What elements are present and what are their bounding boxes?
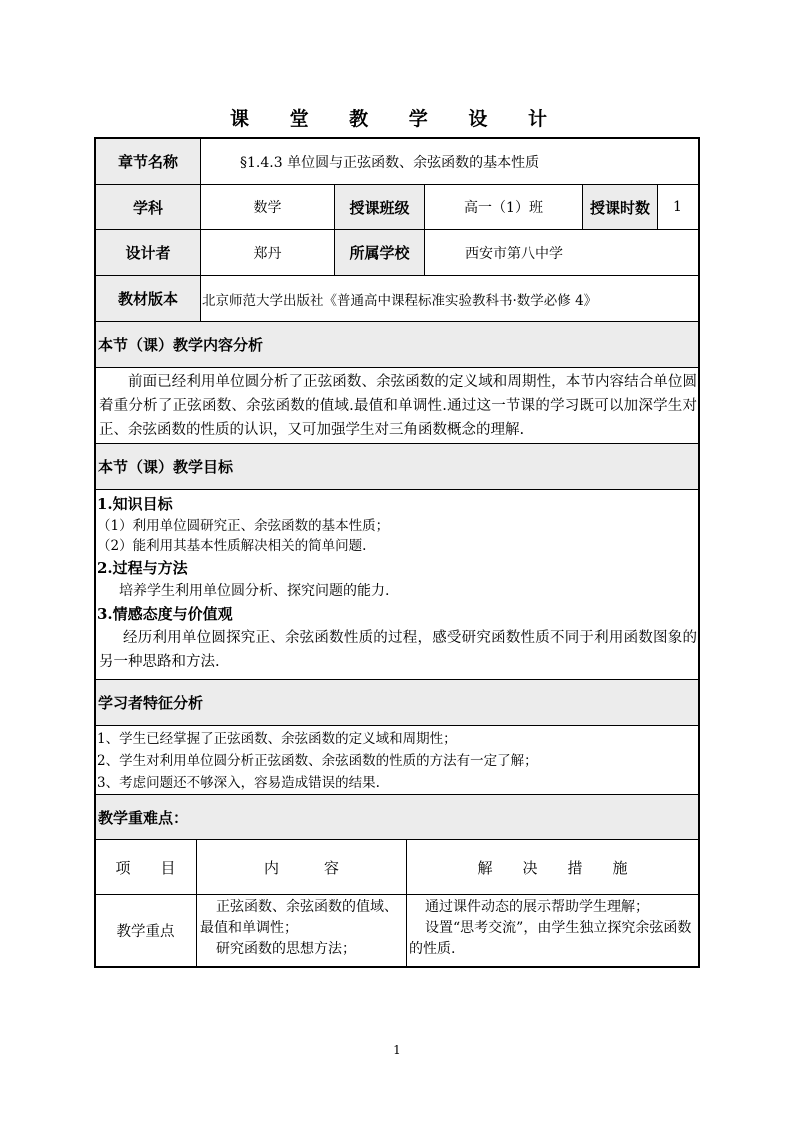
row-label-key-point: 教学重点	[116, 924, 175, 940]
textbook-value: 北京师范大学出版社《普通高中课程标准实验教科书·数学必修 4》	[202, 292, 598, 309]
emotion-text: 经历利用单位圆探究正、余弦函数性质的过程，感受研究函数性质不同于利用函数图象的另一种思路和方法.	[99, 630, 697, 670]
col-header-content: 内 容	[263, 858, 339, 877]
school-value: 西安市第八中学	[465, 245, 563, 262]
key-point-measure-line: 设置“思考交流”，由学生独立探究余弦函数的性质.	[409, 920, 692, 957]
key-point-content	[197, 897, 406, 965]
row-divider	[94, 367, 700, 368]
knowledge-item: （2）能利用其基本性质解决相关的简单问题.	[97, 538, 367, 554]
page-number: 1	[393, 1043, 401, 1057]
hours-label: 授课时数	[589, 198, 650, 217]
key-point-measures	[407, 897, 698, 965]
col-header-item: 项 目	[115, 858, 176, 877]
textbook-label: 教材版本	[117, 290, 178, 308]
class-value: 高一（1）班	[464, 200, 543, 216]
chapter-value: §1.4.3 单位圆与正弦函数、余弦函数的基本性质	[240, 154, 540, 171]
key-point-measure-line: 通过课件动态的展示帮助学生理解；	[425, 899, 649, 915]
designer-label: 设计者	[125, 244, 171, 262]
subject-value: 数学	[253, 200, 282, 216]
learner-item: 3、考虑问题还不够深入，容易造成错误的结果.	[97, 775, 380, 791]
learner-item: 2、学生对利用单位圆分析正弦函数、余弦函数的性质的方法有一定了解；	[97, 753, 538, 769]
learners-body	[95, 728, 699, 794]
knowledge-item: （1）利用单位圆研究正、余弦函数的基本性质；	[97, 518, 390, 534]
row-divider	[94, 725, 700, 726]
objectives-body	[95, 492, 699, 678]
knowledge-title: 1.知识目标	[97, 495, 173, 513]
subject-label: 学科	[132, 198, 163, 217]
col-divider	[657, 184, 658, 230]
chapter-label: 章节名称	[117, 153, 178, 171]
designer-value: 郑丹	[253, 245, 282, 262]
table-bottom-border	[94, 966, 700, 968]
key-point-content-line: 研究函数的思想方法；	[216, 941, 356, 957]
school-label: 所属学校	[349, 244, 410, 262]
emotion-title: 3.情感态度与价值观	[97, 605, 233, 623]
document-title: 课 堂 教 学 设 计	[229, 108, 565, 130]
hours-value: 1	[673, 199, 682, 215]
learner-item: 1、学生已经掌握了正弦函数、余弦函数的定义域和周期性；	[97, 731, 457, 747]
learners-heading: 学习者特征分析	[98, 694, 204, 712]
col-header-measures: 解 决 措 施	[477, 858, 628, 877]
key-point-content-line: 正弦函数、余弦函数的值域、最值和单调性；	[200, 899, 398, 936]
row-divider	[94, 489, 700, 490]
class-label: 授课班级	[349, 198, 410, 217]
process-text: 培养学生利用单位圆分析、探究问题的能力.	[119, 583, 390, 599]
objectives-heading: 本节（课）教学目标	[98, 458, 234, 476]
process-title: 2.过程与方法	[97, 559, 188, 577]
content-analysis-heading: 本节（课）教学内容分析	[98, 336, 264, 354]
content-analysis-text: 前面已经利用单位圆分析了正弦函数、余弦函数的定义域和周期性，本节内容结合单位圆着重分析了正弦函数、余弦函数的值域.最值和单调性.通过这一节课的学习既可以加深学生对正、余弦函数的性质的认识，又可加强学生对三角函数概念的理解.	[99, 374, 697, 438]
keypoints-heading: 教学重难点：	[98, 808, 189, 827]
